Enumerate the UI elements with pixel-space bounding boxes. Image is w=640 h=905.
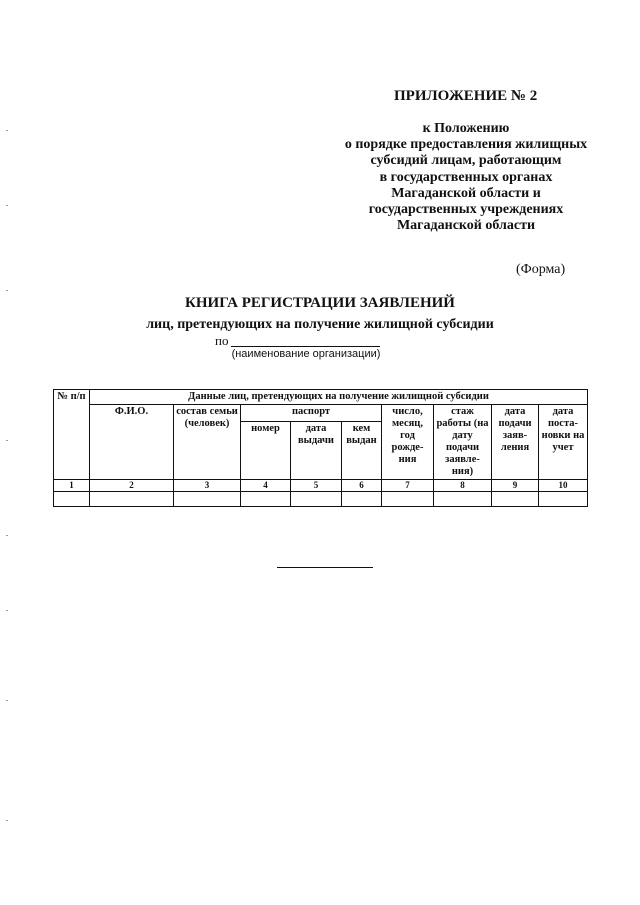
- header-passport-issuer: кем выдан: [342, 422, 382, 480]
- registration-table: [53, 389, 588, 507]
- table-cell: [492, 492, 539, 507]
- column-number: 7: [382, 480, 434, 492]
- appendix-line: к Положению: [422, 121, 510, 136]
- appendix-line: в государственных органах: [379, 169, 553, 185]
- column-number: 2: [90, 480, 174, 492]
- column-number: 1: [54, 480, 90, 492]
- appendix-line: Магаданской области и: [391, 185, 541, 201]
- appendix-line: Магаданской области: [396, 218, 536, 234]
- table-cell: [342, 492, 382, 507]
- appendix-line: о порядке предоставления жилищных: [344, 137, 588, 153]
- table-cell: [54, 492, 90, 507]
- column-number: 3: [174, 480, 241, 492]
- table-cell: [241, 492, 291, 507]
- header-number: № п/п: [54, 390, 90, 480]
- header-apply-date: дата подачи заяв-ления: [492, 405, 539, 480]
- form-label: (Форма): [516, 262, 566, 277]
- header-group: Данные лиц, претендующих на получение жилищной субсидии: [90, 390, 588, 405]
- table-cell: [174, 492, 241, 507]
- closing-line: [277, 567, 373, 568]
- po-label: по: [215, 333, 229, 348]
- header-register-date: дата поста-новки на учет: [539, 405, 588, 480]
- header-passport-number: номер: [241, 422, 291, 480]
- header-passport: паспорт: [241, 405, 382, 422]
- table-cell: [291, 492, 342, 507]
- table-cell: [382, 492, 434, 507]
- book-title: КНИГА РЕГИСТРАЦИИ ЗАЯВЛЕНИЙ: [185, 295, 455, 311]
- organization-caption: (наименование организации): [231, 348, 381, 360]
- column-number: 9: [492, 480, 539, 492]
- appendix-reference: [330, 121, 602, 234]
- header-birth: число, месяц, год рожде-ния: [382, 405, 434, 480]
- appendix-title: ПРИЛОЖЕНИЕ № 2: [394, 88, 538, 104]
- table-cell: [434, 492, 492, 507]
- column-number: 4: [241, 480, 291, 492]
- table-row: [54, 492, 588, 507]
- column-number: 6: [342, 480, 382, 492]
- appendix-line: государственных учреждениях: [368, 202, 564, 218]
- column-number: 5: [291, 480, 342, 492]
- header-fio: Ф.И.О.: [90, 405, 174, 480]
- appendix-line: субсидий лицам, работающим: [370, 153, 562, 169]
- table-cell: [90, 492, 174, 507]
- organization-fill-line: [231, 346, 380, 347]
- book-subtitle: лиц, претендующих на получение жилищной субсидии: [146, 317, 494, 332]
- column-number: 8: [434, 480, 492, 492]
- header-passport-date: дата выдачи: [291, 422, 342, 480]
- table-cell: [539, 492, 588, 507]
- header-experience: стаж работы (на дату подачи заявле-ния): [434, 405, 492, 480]
- column-number: 10: [539, 480, 588, 492]
- header-family: состав семьи (человек): [174, 405, 241, 480]
